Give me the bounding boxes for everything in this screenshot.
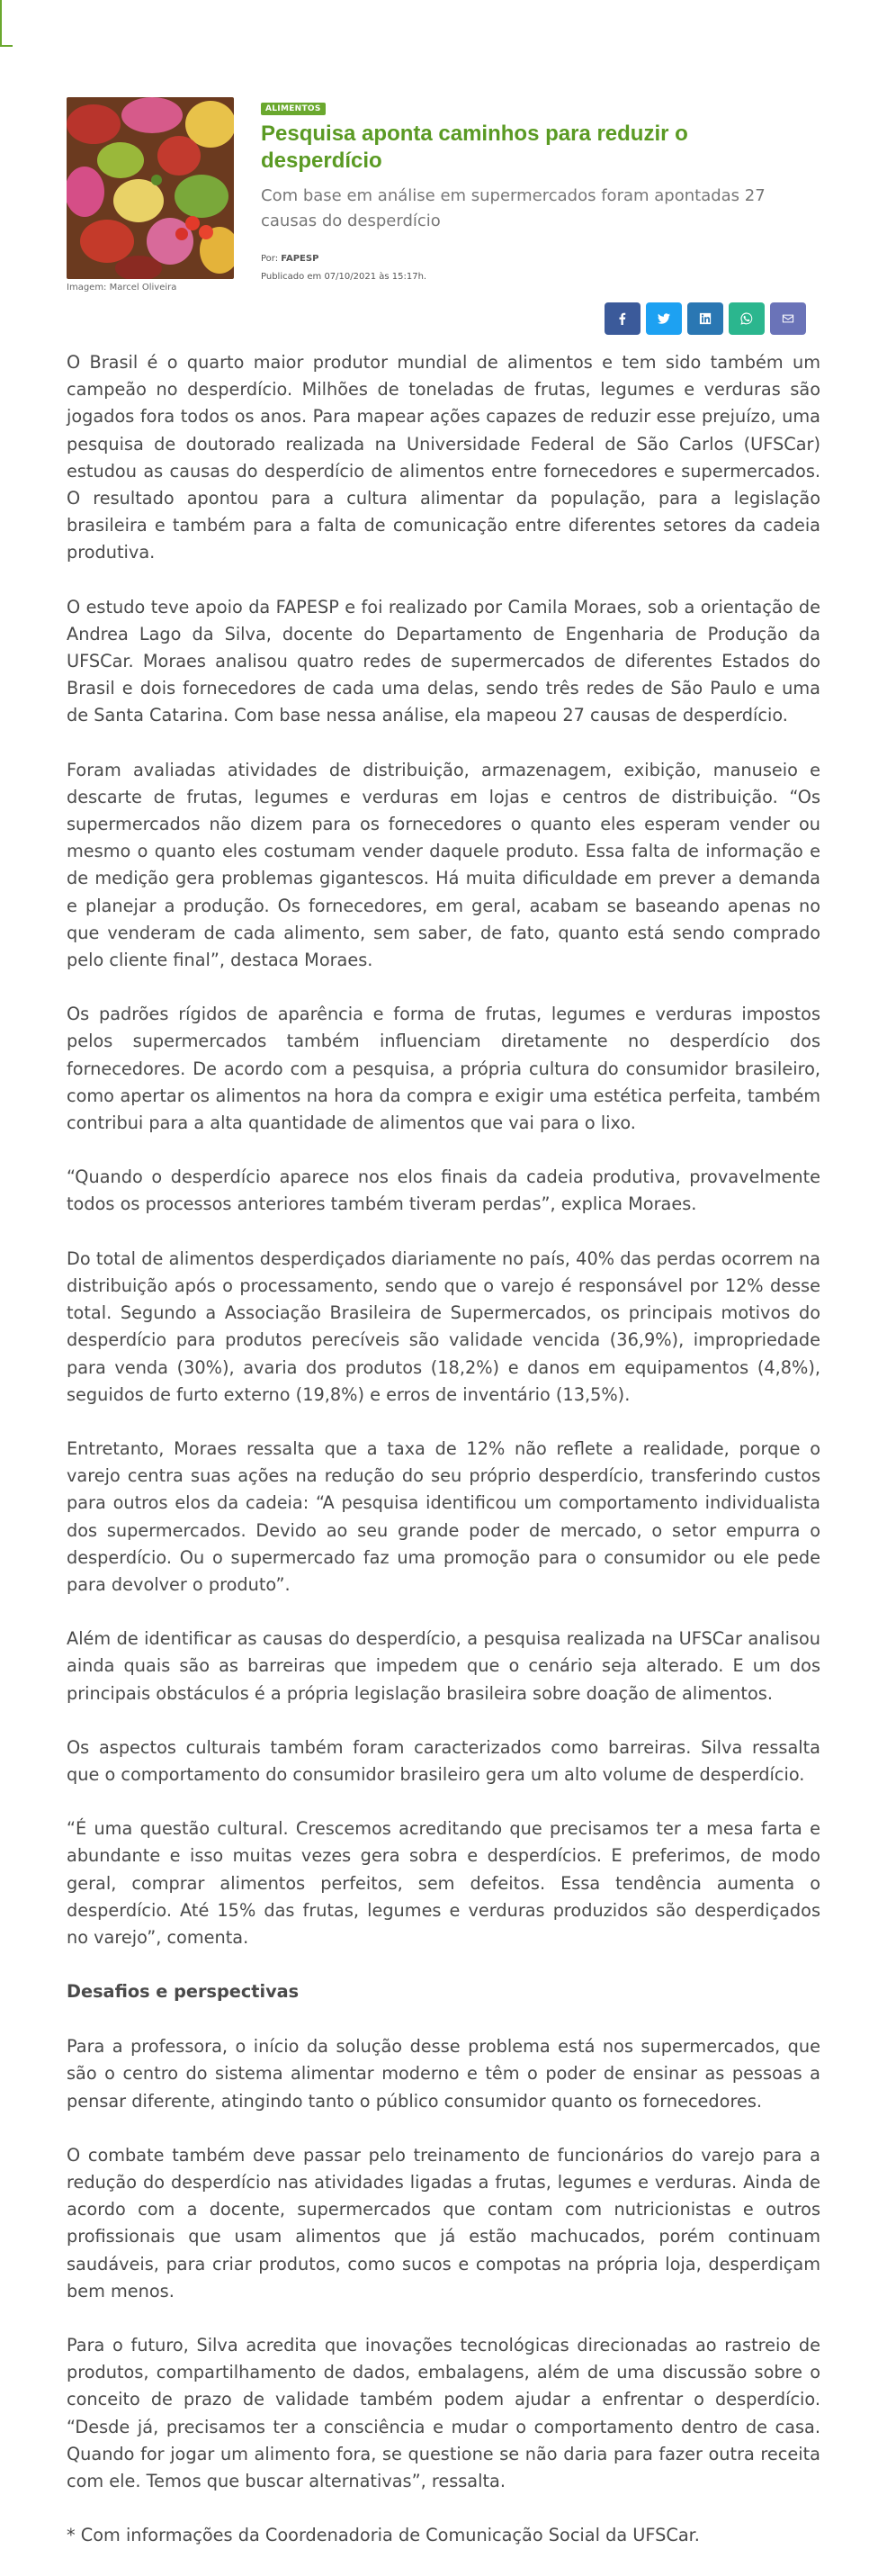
- facebook-icon: [616, 312, 629, 325]
- linkedin-share-button[interactable]: [687, 302, 723, 335]
- paragraph: “Quando o desperdício aparece nos elos finais da cadeia produtiva, provavelmente todos os processos anteriores também tiveram perdas”, explica Moraes.: [67, 1166, 820, 1215]
- linkedin-icon: [699, 312, 712, 325]
- vegetables-photo: [67, 97, 234, 279]
- article-header: [67, 97, 820, 340]
- article-body: [67, 349, 820, 2576]
- paragraph: Além de identificar as causas do desperdício, a pesquisa realizada na UFSCar analisou ainda quais são as barreiras que impedem que o cenário seja alterado. E um dos principais obstáculos é a própria legislação brasileira sobre doação de alimentos.: [67, 1628, 820, 1704]
- headline-block: [261, 97, 801, 286]
- publish-date: Publicado em 07/10/2021 às 15:17h.: [261, 272, 427, 282]
- paragraph: Os padrões rígidos de aparência e forma de frutas, legumes e verduras impostos pelos supermercados também influenciam diretamente no desperdício dos fornecedores. De acordo com a pesquisa, a própria cultura do consumidor brasileiro, como apertar os alimentos na hora da compra e exigir uma estética perfeita, também contribui para a alta quantidade de alimentos que vai para o lixo.: [67, 1004, 820, 1134]
- email-share-button[interactable]: [770, 302, 806, 335]
- category-badge[interactable]: ALIMENTOS: [261, 103, 326, 115]
- email-icon: [782, 312, 794, 325]
- paragraph: “É uma questão cultural. Crescemos acreditando que precisamos ter a mesa farta e abundante e isso muitas vezes gera sobra e desperdícios. E preferimos, de modo geral, comprar alimentos perfeitos, sem defeitos. Essa tendência aumenta o desperdício. Até 15% das frutas, legumes e verduras produzidos são desperdiçados no varejo”, comenta.: [67, 1818, 820, 1948]
- author-line: [261, 250, 801, 268]
- corner-marker: [0, 0, 2, 47]
- whatsapp-icon: [740, 312, 753, 325]
- footnote: * Com informações da Coordenadoria de Comunicação Social da UFSCar.: [67, 2525, 700, 2546]
- paragraph: Os aspectos culturais também foram caracterizados como barreiras. Silva ressalta que o comportamento do consumidor brasileiro gera um alto volume de desperdício.: [67, 1736, 820, 1785]
- article-title: Pesquisa aponta caminhos para reduzir o desperdício: [261, 122, 688, 173]
- twitter-share-button[interactable]: [646, 302, 682, 335]
- share-buttons: [605, 302, 806, 335]
- paragraph: O Brasil é o quarto maior produtor mundial de alimentos e tem sido também um campeão no desperdício. Milhões de toneladas de frutas, legumes e verduras são jogados fora todos os anos. Para mapear ações capazes de reduzir esse prejuízo, uma pesquisa de doutorado realizada na Universidade Federal de São Carlos (UFSCar) estudou as causas do desperdício de alimentos entre fornecedores e supermercados. O resultado apontou para a cultura alimentar da população, para a legislação brasileira e também para a falta de comunicação entre diferentes setores da cadeia produtiva.: [67, 352, 820, 563]
- author-label: Por:: [261, 254, 279, 264]
- article-meta: [261, 250, 801, 286]
- facebook-share-button[interactable]: [605, 302, 641, 335]
- paragraph: Para o futuro, Silva acredita que inovações tecnológicas direcionadas ao rastreio de produtos, compartilhamento de dados, embalagens, além de uma discussão sobre o conceito de prazo de validade também podem ajudar a enfrentar o desperdício. “Desde já, precisamos ter a consciência e mudar o comportamento dentro de casa. Quando for jogar um alimento fora, se questione se não daria para fazer outra receita com ele. Temos que buscar alternativas”, ressalta.: [67, 2334, 820, 2491]
- section-heading: Desafios e perspectivas: [67, 1981, 300, 2003]
- author-name: FAPESP: [281, 254, 319, 264]
- article-subtitle: Com base em análise em supermercados foram apontadas 27 causas do desperdício: [261, 186, 766, 230]
- article-image-block: [67, 97, 234, 293]
- twitter-icon: [658, 312, 670, 325]
- whatsapp-share-button[interactable]: [729, 302, 765, 335]
- paragraph: Para a professora, o início da solução desse problema está nos supermercados, que são o centro do sistema alimentar moderno e têm o poder de ensinar as pessoas a pensar diferente, atingindo tanto o público consumidor quanto os fornecedores.: [67, 2036, 820, 2112]
- paragraph: Entretanto, Moraes ressalta que a taxa de 12% não reflete a realidade, porque o varejo centra suas ações na redução do seu próprio desperdício, transferindo custos para outros elos da cadeia: “A pesquisa identificou um comportamento individualista dos supermercados. Devido ao seu grande poder de mercado, o setor empurra o desperdício. Ou o supermercado faz uma promoção para o consumidor ou ele pede para devolver o produto”.: [67, 1437, 820, 1595]
- image-caption: Imagem: Marcel Oliveira: [67, 283, 177, 293]
- paragraph: O combate também deve passar pelo treinamento de funcionários do varejo para a redução do desperdício nas atividades ligadas a frutas, legumes e verduras. Ainda de acordo com a docente, supermercados que contam com nutricionistas e outros profissionais que usam alimentos que já estão machucados, porém continuam saudáveis, para criar produtos, como sucos e compotas na própria loja, desperdiçam bem menos.: [67, 2144, 820, 2301]
- paragraph: Foram avaliadas atividades de distribuição, armazenagem, exibição, manuseio e descarte de frutas, legumes e verduras em lojas e centros de distribuição. “Os supermercados não dizem para os fornecedores o quanto eles esperam vender ou mesmo o quanto eles costumam vender daquele produto. Essa falta de informação e de medição gera problemas gigantescos. Há muita dificuldade em prever a demanda e planejar a produção. Os fornecedores, em geral, acabam se baseando apenas no que venderam de cada alimento, sem saber, de fato, quanto está sendo comprado pelo cliente final”, destaca Moraes.: [67, 759, 820, 971]
- paragraph: Do total de alimentos desperdiçados diariamente no país, 40% das perdas ocorrem na distribuição após o processamento, sendo que o varejo é responsável por 12% desse total. Segundo a Associação Brasileira de Supermercados, os principais motivos do desperdício para produtos perecíveis são validade vencida (36,9%), impropriedade para venda (30%), avaria dos produtos (18,2%) e danos em equipamentos (4,8%), seguidos de furto externo (19,8%) e erros de inventário (13,5%).: [67, 1247, 820, 1405]
- paragraph: O estudo teve apoio da FAPESP e foi realizado por Camila Moraes, sob a orientação de Andrea Lago da Silva, docente do Departamento de Engenharia de Produção da UFSCar. Moraes analisou quatro redes de supermercados de diferentes Estados do Brasil e dois fornecedores de cada uma delas, sendo três redes de São Paulo e uma de Santa Catarina. Com base nessa análise, ela mapeou 27 causas de desperdício.: [67, 596, 820, 726]
